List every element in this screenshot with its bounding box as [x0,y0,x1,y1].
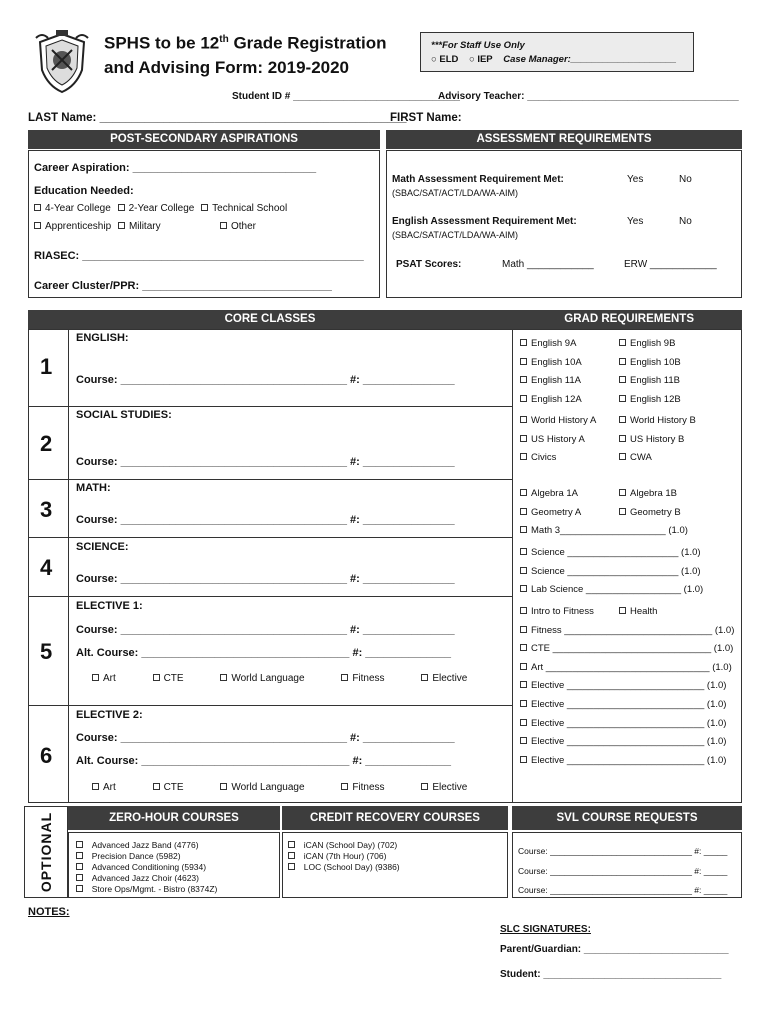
svl-course-field-1[interactable]: Course: ______________________________ #: _____ [518,846,728,856]
e2-world-language-checkbox[interactable] [220,783,227,790]
grad-english: English 9A English 9B English 10A English 10B English 11A English 11B English 12A English 12B [520,335,681,409]
svl-course-list [518,842,727,901]
last-name-field[interactable]: LAST Name: ________________________________________________ [28,112,407,124]
core-classes-header: CORE CLASSES [28,310,512,329]
e1-cte-checkbox[interactable] [153,674,160,681]
e2-elective-checkbox[interactable] [421,783,428,790]
education-options-row2: Apprenticeship Military [34,221,161,232]
row-number-1: 1 [40,354,53,379]
e2-cte-checkbox[interactable] [153,783,160,790]
checkbox-apprenticeship[interactable] [34,222,41,229]
english-label: ENGLISH: [76,332,129,344]
social-studies-course-field[interactable]: Course: _____________________________________ #: _______________ [76,456,455,468]
career-cluster-field[interactable]: Career Cluster/PPR: _______________________________ [34,280,332,292]
zero-hour-header: ZERO-HOUR COURSES [68,806,280,830]
psat-math-field[interactable]: Math ____________ [502,259,594,270]
science-course-field[interactable]: Course: _____________________________________ #: _______________ [76,573,455,585]
e1-elective-checkbox[interactable] [421,674,428,681]
row-number-2: 2 [40,431,53,456]
checkbox-4yr[interactable] [34,204,41,211]
row-number-3: 3 [40,497,53,522]
post-secondary-header: POST-SECONDARY ASPIRATIONS [28,130,380,149]
eld-radio[interactable]: ○ ELD [431,54,459,65]
elective2-options: Art CTE World Language Fitness Elective [92,782,467,793]
grad-electives: Intro to Fitness Health Fitness ____________________________ (1.0) CTE ______________________________ (1.0) Art _______________________________ (1.0) Elective __________________________ (1.0) Elective __________________________ (1.0) Elective __________________________ (1.0) Elective __________________________ (1.0) Elective __________________________ (1.0) [520,603,734,770]
e1-fitness-checkbox[interactable] [341,674,348,681]
riasec-field[interactable]: RIASEC: ______________________________________________ [34,250,364,262]
row-number-5: 5 [40,639,53,664]
english-no[interactable]: No [679,216,692,227]
elective1-label: ELECTIVE 1: [76,600,143,612]
iep-radio[interactable]: ○ IEP [468,54,493,65]
first-name-field[interactable]: FIRST Name: [390,112,462,124]
row-number-4: 4 [40,555,53,580]
education-needed-label: Education Needed: [34,185,134,197]
math-assessment-sub: (SBAC/SAT/ACT/LDA/WA-AIM) [392,188,519,198]
science-label: SCIENCE: [76,541,129,553]
checkbox-tech[interactable] [201,204,208,211]
career-aspiration-field[interactable]: Career Aspiration: ______________________________ [34,162,317,174]
staff-title: ***For Staff Use Only [431,40,525,51]
school-crest-logo [32,30,92,96]
student-id-field[interactable]: Student ID # ______________________________ [232,91,460,102]
english-assessment-sub: (SBAC/SAT/ACT/LDA/WA-AIM) [392,230,519,240]
grad-requirements-header: GRAD REQUIREMENTS [512,310,742,329]
notes-label: NOTES: [28,906,70,918]
assessment-header: ASSESSMENT REQUIREMENTS [386,130,742,149]
english-course-field[interactable]: Course: _____________________________________ #: _______________ [76,374,455,386]
english-yes[interactable]: Yes [627,216,644,227]
grad-math: Algebra 1A Algebra 1B Geometry A Geometry B Math 3____________________ (1.0) [520,485,688,541]
elective1-alt-course-field[interactable]: Alt. Course: __________________________________ #: ______________ [76,647,451,659]
form-title: SPHS to be 12th Grade Registration and Advising Form: 2019-2020 [104,33,387,77]
education-options-row1: 4-Year College 2-Year College Technical School [34,203,287,214]
checkbox-2yr[interactable] [118,204,125,211]
advisory-teacher-field[interactable]: Advisory Teacher: ______________________________________ [438,91,739,102]
e2-art-checkbox[interactable] [92,783,99,790]
staff-use-box [420,32,694,72]
grad-social-studies: World History A World History B US History A US History B Civics CWA [520,412,696,468]
e2-fitness-checkbox[interactable] [341,783,348,790]
education-other: Other [220,221,256,232]
psat-erw-field[interactable]: ERW ____________ [624,259,717,270]
elective2-alt-course-field[interactable]: Alt. Course: __________________________________ #: ______________ [76,755,451,767]
checkbox-other[interactable] [220,222,227,229]
case-manager-field[interactable]: Case Manager:____________________ [503,54,677,65]
english-assessment-label: English Assessment Requirement Met: [392,216,577,227]
elective1-options: Art CTE World Language Fitness Elective [92,673,467,684]
svl-header: SVL COURSE REQUESTS [512,806,742,830]
psat-label: PSAT Scores: [396,259,462,270]
optional-side-label: OPTIONAL [24,806,68,898]
e1-art-checkbox[interactable] [92,674,99,681]
math-label: MATH: [76,482,111,494]
credit-recovery-list: iCAN (School Day) (702) iCAN (7th Hour) (706) LOC (School Day) (9386) [288,840,400,873]
row-number-6: 6 [40,743,53,768]
math-course-field[interactable]: Course: _____________________________________ #: _______________ [76,514,455,526]
student-signature-field[interactable]: Student: ________________________________ [500,969,722,980]
math-assessment-label: Math Assessment Requirement Met: [392,174,564,185]
zero-hour-list: Advanced Jazz Band (4776) Precision Dance (5982) Advanced Conditioning (5934) Advanced Jazz Choir (4623) Store Ops/Mgmt. - Bistro (8374Z) [76,840,217,895]
e1-world-language-checkbox[interactable] [220,674,227,681]
credit-recovery-header: CREDIT RECOVERY COURSES [282,806,508,830]
checkbox-military[interactable] [118,222,125,229]
math-yes[interactable]: Yes [627,174,644,185]
elective2-label: ELECTIVE 2: [76,709,143,721]
svl-course-field-3[interactable]: Course: ______________________________ #: _____ [518,885,728,895]
elective1-course-field[interactable]: Course: _____________________________________ #: _______________ [76,624,455,636]
parent-signature-field[interactable]: Parent/Guardian: __________________________ [500,944,729,955]
svl-course-field-2[interactable]: Course: ______________________________ #: _____ [518,865,728,876]
social-studies-label: SOCIAL STUDIES: [76,409,172,421]
slc-signatures-label: SLC SIGNATURES: [500,924,591,935]
grad-science: Science _____________________ (1.0) Science _____________________ (1.0) Lab Science __________________ (1.0) [520,544,703,600]
math-no[interactable]: No [679,174,692,185]
elective2-course-field[interactable]: Course: _____________________________________ #: _______________ [76,732,455,744]
